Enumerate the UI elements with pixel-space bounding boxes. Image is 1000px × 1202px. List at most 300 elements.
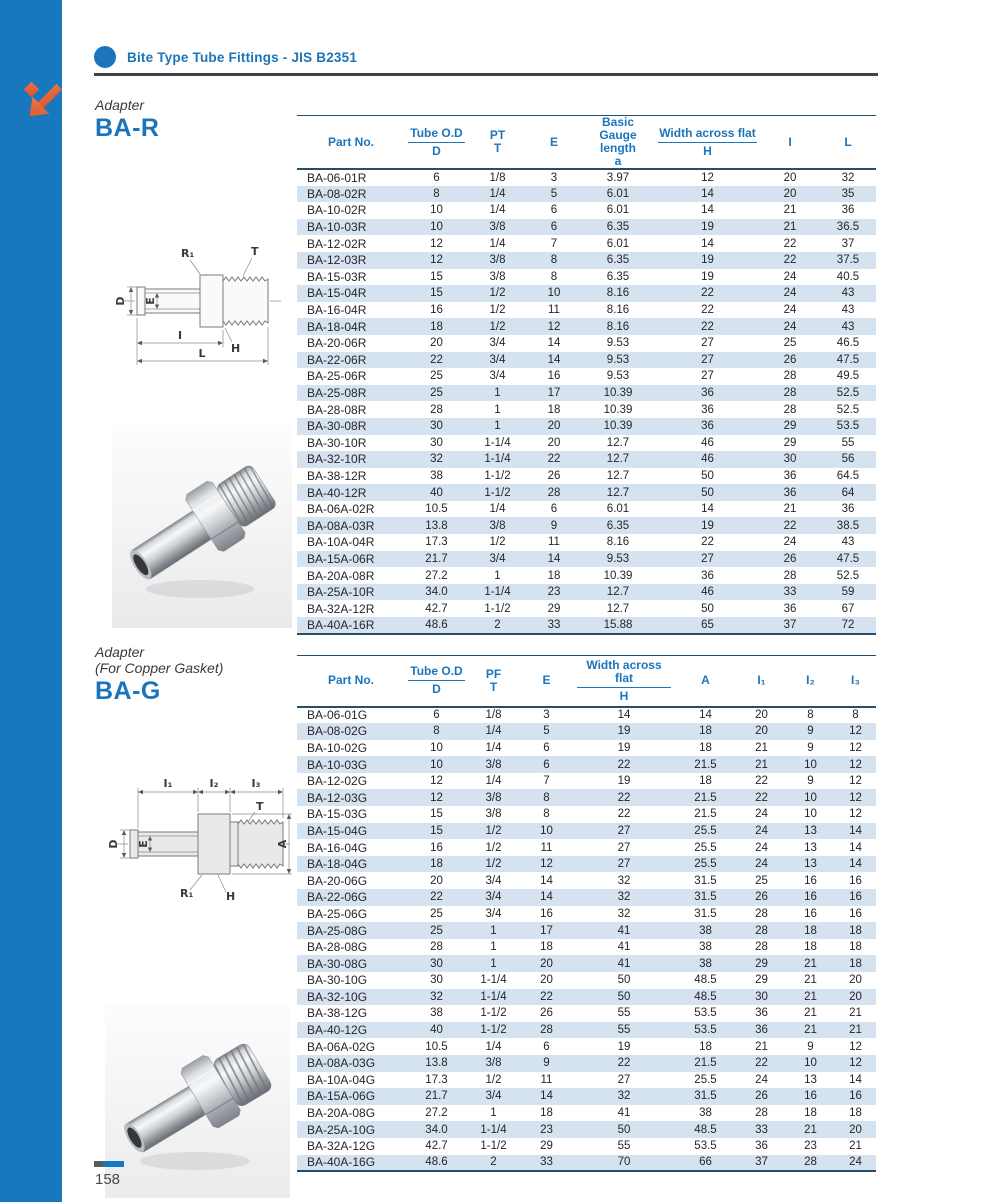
value-cell: 33 [755,1123,768,1136]
value-cell: 50 [701,602,714,615]
part-no-cell: BA-08A-03R [307,518,375,533]
value-cell: 34.0 [425,586,448,599]
value-cell: 21 [804,957,817,970]
value-cell: 36 [701,387,714,400]
part-no-cell: BA-20A-08G [307,1106,376,1121]
value-cell: 48.5 [694,1123,717,1136]
value-cell: 6.01 [606,503,630,516]
value-cell: 30 [430,974,443,987]
value-cell: 7 [550,237,558,250]
col-width-flat: Width across flat H [574,656,674,707]
value-cell: 12 [430,775,443,788]
page-number: 158 [95,1171,121,1188]
value-cell: 27 [617,858,631,871]
value-cell: 1 [490,957,497,970]
value-cell: 12.7 [606,602,630,615]
value-cell: 18 [849,924,862,937]
part-no-cell: BA-10A-04G [307,1072,376,1087]
ba-r-table [297,115,876,635]
value-cell: 6 [543,1040,550,1053]
table-row [297,989,876,1006]
value-cell: 16 [547,370,561,383]
table-row [297,856,876,873]
part-no-cell: BA-40A-16R [307,617,375,632]
value-cell: 55 [841,436,855,449]
value-cell: 40.5 [836,270,860,283]
value-cell: 24 [783,270,797,283]
part-no-cell: BA-06-01G [307,708,368,723]
part-no-cell: BA-32-10G [307,989,368,1004]
value-cell: 6 [543,741,550,754]
part-no-cell: BA-16-04G [307,840,368,855]
value-cell: 2 [494,618,501,631]
value-cell: 12 [849,758,862,771]
value-cell: 8 [852,709,859,722]
value-cell: 33 [783,586,797,599]
part-no-cell: BA-22-06G [307,890,368,905]
table-row [297,1038,876,1055]
table-row [297,1121,876,1138]
value-cell: 31.5 [694,907,717,920]
part-no-cell: BA-10-03R [307,220,367,235]
table-row [297,285,876,302]
value-cell: 8.16 [606,287,630,300]
value-cell: 50 [701,486,714,499]
value-cell: 10 [430,204,443,217]
part-no-cell: BA-06-01R [307,170,367,185]
value-cell: 13 [804,824,817,837]
value-cell: 15 [430,270,443,283]
value-cell: 10 [430,758,443,771]
value-cell: 1/2 [485,841,502,854]
col-e: E [542,673,551,688]
value-cell: 22 [617,808,631,821]
part-no-cell: BA-40-12G [307,1023,368,1038]
value-cell: 53.5 [694,1140,717,1153]
value-cell: 1-1/2 [480,1007,507,1020]
value-cell: 50 [617,990,631,1003]
value-cell: 22 [617,758,631,771]
value-cell: 18 [540,941,553,954]
col-width-flat: Width across flat H [659,125,756,158]
value-cell: 16 [804,891,817,904]
value-cell: 16 [804,907,817,920]
value-cell: 27.2 [425,1107,448,1120]
value-cell: 27 [701,337,714,350]
value-cell: 22 [783,237,797,250]
table-row [297,401,876,418]
value-cell: 14 [617,709,631,722]
table-row [297,723,876,740]
value-cell: 13 [804,841,817,854]
value-cell: 20 [540,957,553,970]
value-cell: 22 [430,891,443,904]
table-row [297,1138,876,1155]
value-cell: 10 [430,221,443,234]
table-row [297,600,876,617]
value-cell: 31.5 [694,1090,717,1103]
value-cell: 19 [617,741,631,754]
value-cell: 14 [699,709,712,722]
value-cell: 32 [430,990,443,1003]
value-cell: 18 [849,957,862,970]
table-row [297,955,876,972]
value-cell: 12 [849,1040,862,1053]
value-cell: 28 [755,1107,768,1120]
value-cell: 1 [490,924,497,937]
value-cell: 19 [701,221,714,234]
value-cell: 38 [699,924,712,937]
table-row [297,740,876,757]
value-cell: 19 [617,1040,631,1053]
part-no-cell: BA-10-02G [307,740,368,755]
value-cell: 25.5 [694,858,717,871]
part-no-cell: BA-18-04G [307,857,368,872]
part-no-cell: BA-22-06R [307,352,367,367]
value-cell: 16 [430,841,443,854]
value-cell: 21 [783,503,797,516]
value-cell: 27 [701,353,714,366]
value-cell: 32 [617,1090,631,1103]
value-cell: 35 [841,187,855,200]
value-cell: 8 [433,725,440,738]
table-row [297,252,876,269]
part-no-cell: BA-06A-02G [307,1039,376,1054]
value-cell: 18 [804,924,817,937]
value-cell: 37 [755,1156,768,1169]
table-row [297,451,876,468]
table-row [297,617,876,634]
value-cell: 27 [617,1073,631,1086]
value-cell: 14 [849,841,862,854]
value-cell: 64.5 [836,469,860,482]
ba-r-section-label [95,97,160,141]
value-cell: 14 [540,1090,553,1103]
value-cell: 47.5 [836,552,860,565]
value-cell: 9 [807,775,814,788]
value-cell: 28 [804,1156,817,1169]
value-cell: 6.01 [606,187,630,200]
value-cell: 36 [783,486,797,499]
value-cell: 3/8 [489,519,506,532]
value-cell: 8 [543,791,550,804]
part-no-cell: BA-15A-06R [307,551,375,566]
value-cell: 47.5 [836,353,860,366]
value-cell: 12 [547,320,561,333]
value-cell: 1 [490,941,497,954]
value-cell: 1-1/4 [480,990,507,1003]
value-cell: 22 [547,453,561,466]
value-cell: 25.5 [694,841,717,854]
part-no-cell: BA-06A-02R [307,502,375,517]
table-row [297,906,876,923]
part-no-cell: BA-20-06R [307,336,367,351]
arrow-tail [24,82,39,97]
value-cell: 31.5 [694,874,717,887]
value-cell: 14 [547,353,561,366]
value-cell: 11 [548,304,560,317]
part-no-cell: BA-08-02G [307,724,368,739]
value-cell: 8 [550,254,558,267]
value-cell: 21 [849,1140,862,1153]
table-row [297,773,876,790]
value-cell: 14 [849,858,862,871]
value-cell: 22 [617,1057,631,1070]
sidebar-band [0,0,62,1202]
value-cell: 36 [701,420,714,433]
part-no-cell: BA-20A-08R [307,568,375,583]
table-row [297,806,876,823]
dim-label-t: T [251,245,259,258]
dim-label-e: E [144,297,157,305]
col-part-no: Part No. [327,673,374,688]
value-cell: 20 [547,420,561,433]
value-cell: 20 [783,171,797,184]
part-no-cell: BA-15-04R [307,286,367,301]
value-cell: 24 [755,1073,768,1086]
value-cell: 19 [617,775,631,788]
table-row [297,756,876,773]
value-cell: 18 [547,403,561,416]
table-row [297,534,876,551]
value-cell: 1/4 [485,775,502,788]
table-row [297,839,876,856]
part-no-cell: BA-15A-06G [307,1089,376,1104]
value-cell: 1-1/4 [484,586,511,599]
value-cell: 13.8 [425,519,448,532]
value-cell: 48.6 [425,1156,448,1169]
table-row [297,435,876,452]
value-cell: 38 [699,941,712,954]
value-cell: 43 [841,320,855,333]
part-no-cell: BA-28-08G [307,940,368,955]
table-row [297,352,876,369]
corner-arrow-icon [24,82,62,124]
value-cell: 18 [430,858,443,871]
value-cell: 5 [550,187,558,200]
value-cell: 41 [617,957,631,970]
value-cell: 20 [755,725,768,738]
table-row [297,1155,876,1172]
value-cell: 26 [547,469,561,482]
value-cell: 16 [849,891,862,904]
value-cell: 19 [701,519,714,532]
table-row [297,235,876,252]
table-row [297,169,876,186]
ba-g-table-body [297,707,876,1172]
value-cell: 3/4 [485,874,502,887]
value-cell: 37.5 [836,254,860,267]
value-cell: 10.5 [425,503,448,516]
dim-label-i3: I₃ [251,777,261,790]
value-cell: 27 [701,552,714,565]
ba-g-section-label [95,644,223,704]
value-cell: 40 [430,486,443,499]
value-cell: 36 [841,503,855,516]
value-cell: 16 [804,1090,817,1103]
value-cell: 1/8 [489,171,506,184]
value-cell: 1 [494,387,501,400]
value-cell: 3/8 [485,758,502,771]
value-cell: 8 [807,709,814,722]
value-cell: 30 [430,436,443,449]
table-row [297,186,876,203]
value-cell: 10 [804,1057,817,1070]
part-no-cell: BA-12-02R [307,236,367,251]
col-l: L [844,134,852,149]
value-cell: 26 [755,1090,768,1103]
value-cell: 21 [804,1007,817,1020]
value-cell: 1-1/4 [480,974,507,987]
value-cell: 3/8 [485,791,502,804]
value-cell: 14 [701,503,714,516]
value-cell: 25 [755,874,768,887]
table-row [297,1005,876,1022]
value-cell: 24 [755,824,768,837]
value-cell: 48.6 [425,618,448,631]
value-cell: 16 [849,907,862,920]
value-cell: 14 [547,337,561,350]
part-no-cell: BA-16-04R [307,303,367,318]
table-row [297,889,876,906]
value-cell: 21 [804,1024,817,1037]
value-cell: 3/4 [485,1090,502,1103]
value-cell: 37 [783,618,797,631]
value-cell: 29 [755,974,768,987]
table-row [297,972,876,989]
value-cell: 37 [841,237,855,250]
part-no-cell: BA-15-03R [307,269,367,284]
value-cell: 24 [783,304,797,317]
value-cell: 36 [701,569,714,582]
value-cell: 6.01 [606,237,630,250]
value-cell: 3/8 [489,221,506,234]
value-cell: 24 [755,841,768,854]
table-row [297,922,876,939]
value-cell: 18 [699,1040,712,1053]
value-cell: 52.5 [836,403,860,416]
dim-label-a: A [276,839,289,849]
value-cell: 20 [783,187,797,200]
value-cell: 1/4 [485,1040,502,1053]
value-cell: 36 [783,469,797,482]
value-cell: 19 [617,725,631,738]
value-cell: 50 [617,1123,631,1136]
value-cell: 17 [547,387,561,400]
value-cell: 12 [540,858,553,871]
value-cell: 22 [783,519,797,532]
value-cell: 29 [755,957,768,970]
value-cell: 36 [701,403,714,416]
ba-r-table-header [297,116,876,170]
value-cell: 67 [841,602,855,615]
value-cell: 24 [783,287,797,300]
value-cell: 33 [540,1156,553,1169]
value-cell: 31.5 [694,891,717,904]
value-cell: 34.0 [425,1123,448,1136]
dim-label-i1: I₁ [163,777,173,790]
value-cell: 3/4 [489,552,506,565]
value-cell: 19 [701,254,714,267]
value-cell: 23 [540,1123,553,1136]
value-cell: 10 [430,741,443,754]
ba-g-technical-drawing [90,762,295,902]
value-cell: 1/4 [489,204,506,217]
value-cell: 3/4 [489,337,506,350]
value-cell: 41 [617,924,631,937]
value-cell: 25 [430,907,443,920]
footer-bar-dark-segment [94,1161,103,1167]
value-cell: 49.5 [836,370,860,383]
part-no-cell: BA-10-03G [307,757,368,772]
value-cell: 6 [550,204,558,217]
value-cell: 6.35 [606,254,630,267]
value-cell: 29 [783,420,797,433]
value-cell: 38 [699,957,712,970]
dim-label-e2: E [137,840,150,848]
value-cell: 13 [804,1073,817,1086]
value-cell: 38 [699,1107,712,1120]
part-no-cell: BA-15-03G [307,807,368,822]
ba-g-table [297,655,876,1172]
value-cell: 55 [617,1140,631,1153]
value-cell: 6 [550,221,558,234]
part-no-cell: BA-08-02R [307,186,367,201]
value-cell: 21 [849,1007,862,1020]
value-cell: 66 [699,1156,712,1169]
value-cell: 24 [755,808,768,821]
value-cell: 6 [543,758,550,771]
value-cell: 20 [430,874,443,887]
part-no-cell: BA-25A-10G [307,1122,376,1137]
col-e: E [549,134,558,149]
value-cell: 10 [804,791,817,804]
value-cell: 8.16 [606,536,630,549]
value-cell: 1/2 [489,536,506,549]
value-cell: 6 [433,171,440,184]
value-cell: 21 [804,1123,817,1136]
value-cell: 18 [699,741,712,754]
value-cell: 1-1/2 [480,1140,507,1153]
value-cell: 24 [755,858,768,871]
value-cell: 27 [701,370,714,383]
value-cell: 38 [430,1007,443,1020]
dim-label-d2: D [107,839,120,849]
value-cell: 1-1/4 [484,453,511,466]
value-cell: 28 [430,403,443,416]
value-cell: 12 [849,791,862,804]
value-cell: 46 [701,436,714,449]
value-cell: 21.7 [425,552,448,565]
value-cell: 22 [783,254,797,267]
value-cell: 3/8 [489,254,506,267]
table-row [297,939,876,956]
value-cell: 36 [755,1140,768,1153]
part-no-cell: BA-32A-12R [307,601,375,616]
value-cell: 20 [547,436,561,449]
value-cell: 22 [755,775,768,788]
value-cell: 42.7 [425,1140,448,1153]
part-no-cell: BA-15-04G [307,823,368,838]
table-row [297,335,876,352]
value-cell: 20 [849,1123,862,1136]
value-cell: 70 [617,1156,631,1169]
value-cell: 27.2 [425,569,448,582]
table-row [297,318,876,335]
value-cell: 36.5 [836,221,860,234]
value-cell: 14 [547,552,561,565]
value-cell: 28 [783,569,797,582]
